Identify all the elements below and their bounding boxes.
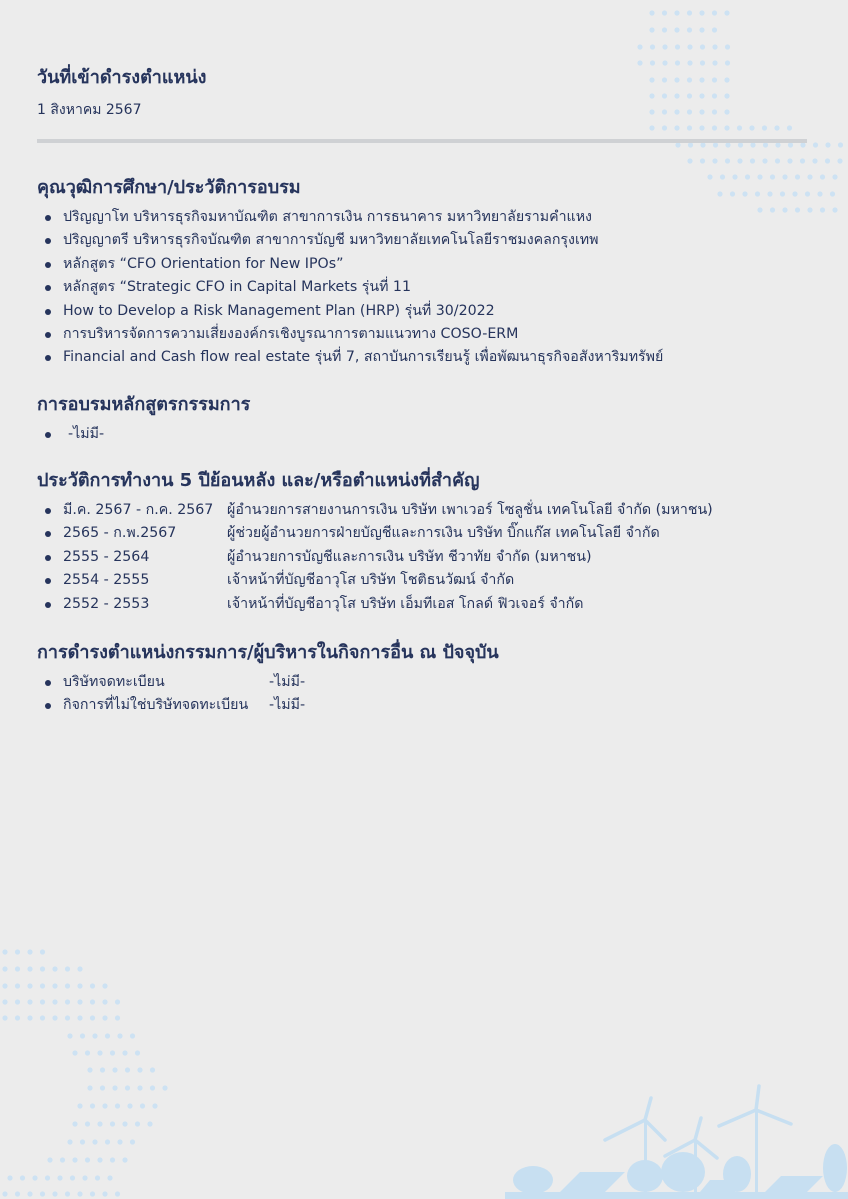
decor-dot bbox=[92, 1033, 97, 1038]
decor-dot bbox=[27, 999, 32, 1004]
work-history-heading: ประวัติการทำงาน 5 ปีย้อนหลัง และ/หรือตำแหน่งที่สำคัญ bbox=[37, 470, 480, 491]
director-training-heading: การอบรมหลักสูตรกรรมการ bbox=[37, 394, 251, 415]
decor-dot bbox=[85, 1121, 90, 1126]
decor-dot bbox=[122, 1157, 127, 1162]
decor-dot bbox=[838, 142, 843, 147]
decor-dot bbox=[115, 999, 120, 1004]
decor-dot bbox=[102, 1191, 107, 1196]
appointment-section bbox=[37, 62, 817, 121]
table-row bbox=[37, 593, 817, 616]
education-list bbox=[37, 206, 817, 370]
decor-dot bbox=[87, 1085, 92, 1090]
decor-dot bbox=[105, 1033, 110, 1038]
decor-dot bbox=[637, 44, 642, 49]
decor-dot bbox=[688, 142, 693, 147]
decor-dot bbox=[65, 983, 70, 988]
decor-dot bbox=[649, 125, 654, 130]
work-period: 2552 - 2553 bbox=[63, 595, 150, 612]
decor-dot bbox=[150, 1067, 155, 1072]
decor-dot bbox=[112, 1067, 117, 1072]
decor-dot bbox=[140, 1103, 145, 1108]
entity-value: -ไม่มี- bbox=[269, 697, 306, 714]
decor-dot bbox=[15, 999, 20, 1004]
decor-dot bbox=[77, 999, 82, 1004]
decor-dot bbox=[90, 1191, 95, 1196]
decor-dot bbox=[52, 1015, 57, 1020]
decor-dot bbox=[2, 949, 7, 954]
decor-dot bbox=[87, 1067, 92, 1072]
other-positions-list bbox=[37, 671, 817, 718]
decor-dot bbox=[650, 44, 655, 49]
decor-dot bbox=[2, 983, 7, 988]
decor-dot bbox=[724, 10, 729, 15]
decor-dot bbox=[2, 1015, 7, 1020]
decor-dot bbox=[687, 10, 692, 15]
decor-dot bbox=[122, 1050, 127, 1055]
decor-dot bbox=[2, 999, 7, 1004]
decor-dot bbox=[152, 1103, 157, 1108]
table-row bbox=[37, 499, 817, 522]
work-period: 2565 - ก.พ.2567 bbox=[63, 525, 177, 542]
decor-dot bbox=[762, 125, 767, 130]
decor-dot bbox=[712, 158, 717, 163]
decor-dot bbox=[724, 125, 729, 130]
decor-dot bbox=[15, 966, 20, 971]
decor-dot bbox=[97, 1157, 102, 1162]
decor-dot bbox=[77, 1103, 82, 1108]
appointment-heading: วันที่เข้าดำรงตำแหน่ง bbox=[37, 67, 207, 88]
decor-dot bbox=[65, 999, 70, 1004]
decor-dot bbox=[40, 1191, 45, 1196]
decor-dot bbox=[830, 191, 835, 196]
decor-dot bbox=[105, 1139, 110, 1144]
list-item: การบริหารจัดการความเสี่ยงองค์กรเชิงบูรณาการตามแนวทาง COSO-ERM bbox=[37, 323, 817, 346]
decor-dot bbox=[687, 158, 692, 163]
decor-dot bbox=[72, 1121, 77, 1126]
decor-dot bbox=[775, 158, 780, 163]
decor-dot bbox=[47, 1157, 52, 1162]
decor-dot bbox=[97, 1121, 102, 1126]
decor-dot bbox=[700, 142, 705, 147]
decor-dot bbox=[65, 1015, 70, 1020]
table-row bbox=[37, 522, 817, 545]
decor-dot bbox=[15, 983, 20, 988]
wind-turbine-landscape-illustration bbox=[505, 1080, 848, 1199]
entity-type: กิจการที่ไม่ใช่บริษัทจดทะเบียน bbox=[63, 697, 249, 714]
decor-dot bbox=[85, 1157, 90, 1162]
work-period: 2554 - 2555 bbox=[63, 572, 150, 589]
decor-dot bbox=[82, 1175, 87, 1180]
decor-dot bbox=[687, 125, 692, 130]
decor-dot bbox=[77, 983, 82, 988]
decor-dot bbox=[32, 1175, 37, 1180]
decor-dot bbox=[92, 1139, 97, 1144]
decor-dot bbox=[65, 966, 70, 971]
decor-dot bbox=[675, 142, 680, 147]
director-training-section bbox=[37, 389, 817, 446]
other-positions-heading: การดำรงตำแหน่งกรรมการ/ผู้บริหารในกิจการอื่น ณ ปัจจุบัน bbox=[37, 642, 499, 663]
decor-dot bbox=[70, 1175, 75, 1180]
director-training-list bbox=[37, 423, 817, 446]
list-item: Financial and Cash flow real estate รุ่นที่ 7, สถาบันการเรียนรู้ เพื่อพัฒนาธุรกิจอสังหาริมทรัพย์ bbox=[37, 346, 817, 369]
decor-dot bbox=[97, 1050, 102, 1055]
decor-dot bbox=[102, 999, 107, 1004]
decor-dot bbox=[817, 191, 822, 196]
decor-dot bbox=[57, 1175, 62, 1180]
decor-dot bbox=[725, 142, 730, 147]
list-item: ปริญญาตรี บริหารธุรกิจบัณฑิต สาขาการบัญชี มหาวิทยาลัยเทคโนโลยีราชมงคลกรุงเทพ bbox=[37, 229, 817, 252]
decor-dot bbox=[102, 1015, 107, 1020]
decor-dot bbox=[812, 158, 817, 163]
decor-dot bbox=[763, 142, 768, 147]
decor-dot bbox=[800, 158, 805, 163]
decor-dot bbox=[662, 27, 667, 32]
decor-dot bbox=[787, 125, 792, 130]
education-heading: คุณวุฒิการศึกษา/ประวัติการอบรม bbox=[37, 177, 301, 198]
decor-dot bbox=[137, 1067, 142, 1072]
decor-dot bbox=[699, 125, 704, 130]
decor-dot bbox=[125, 1085, 130, 1090]
list-item: หลักสูตร “CFO Orientation for New IPOs” bbox=[37, 253, 817, 276]
decor-dot bbox=[52, 966, 57, 971]
decor-dot bbox=[787, 158, 792, 163]
decor-dot bbox=[762, 158, 767, 163]
decor-dot bbox=[813, 142, 818, 147]
decor-dot bbox=[130, 1139, 135, 1144]
decor-dot bbox=[712, 27, 717, 32]
decor-dot bbox=[674, 27, 679, 32]
decor-dot bbox=[700, 158, 705, 163]
decor-dot bbox=[737, 125, 742, 130]
decor-dot bbox=[674, 10, 679, 15]
decor-dot bbox=[725, 44, 730, 49]
decor-dot bbox=[72, 1050, 77, 1055]
decor-dot bbox=[27, 983, 32, 988]
decor-dot bbox=[115, 1015, 120, 1020]
decor-dot bbox=[40, 999, 45, 1004]
decor-dot bbox=[67, 1139, 72, 1144]
decor-dot bbox=[662, 125, 667, 130]
decor-dot bbox=[107, 1175, 112, 1180]
list-item: ปริญญาโท บริหารธุรกิจมหาบัณฑิต สาขาการเงิน การธนาคาร มหาวิทยาลัยรามคำแหง bbox=[37, 206, 817, 229]
decor-dot bbox=[774, 125, 779, 130]
decor-dot bbox=[2, 1191, 7, 1196]
decor-dot bbox=[820, 207, 825, 212]
decor-dot bbox=[649, 27, 654, 32]
dot-pattern-bottom-left bbox=[0, 940, 200, 1199]
work-history-list bbox=[37, 499, 817, 616]
decor-dot bbox=[95, 1175, 100, 1180]
decor-dot bbox=[112, 1085, 117, 1090]
decor-dot bbox=[117, 1033, 122, 1038]
decor-dot bbox=[820, 174, 825, 179]
decor-dot bbox=[15, 949, 20, 954]
decor-dot bbox=[52, 999, 57, 1004]
decor-dot bbox=[699, 27, 704, 32]
decor-dot bbox=[713, 142, 718, 147]
decor-dot bbox=[675, 44, 680, 49]
decor-dot bbox=[115, 1103, 120, 1108]
list-item: หลักสูตร “Strategic CFO in Capital Markets รุ่นที่ 11 bbox=[37, 276, 817, 299]
decor-dot bbox=[687, 44, 692, 49]
decor-dot bbox=[127, 1103, 132, 1108]
decor-dot bbox=[725, 158, 730, 163]
decor-dot bbox=[115, 1191, 120, 1196]
decor-dot bbox=[52, 983, 57, 988]
work-position: เจ้าหน้าที่บัญชีอาวุโส บริษัท โชติธนวัฒน์ จำกัด bbox=[227, 572, 515, 589]
decor-dot bbox=[90, 1015, 95, 1020]
decor-dot bbox=[67, 1033, 72, 1038]
decor-dot bbox=[110, 1121, 115, 1126]
decor-dot bbox=[150, 1085, 155, 1090]
decor-dot bbox=[80, 1033, 85, 1038]
list-item: How to Develop a Risk Management Plan (HRP) รุ่นที่ 30/2022 bbox=[37, 300, 817, 323]
decor-dot bbox=[135, 1121, 140, 1126]
appointment-date: 1 สิงหาคม 2567 bbox=[37, 102, 142, 118]
decor-dot bbox=[102, 1103, 107, 1108]
decor-dot bbox=[90, 1103, 95, 1108]
work-position: เจ้าหน้าที่บัญชีอาวุโส บริษัท เอ็มทีเอส โกลด์ ฟิวเจอร์ จำกัด bbox=[227, 595, 584, 612]
decor-dot bbox=[40, 983, 45, 988]
list-item: -ไม่มี- bbox=[37, 423, 817, 446]
decor-dot bbox=[662, 44, 667, 49]
work-period: มี.ค. 2567 - ก.ค. 2567 bbox=[63, 502, 214, 518]
table-row bbox=[37, 671, 817, 694]
decor-dot bbox=[832, 207, 837, 212]
decor-dot bbox=[40, 966, 45, 971]
decor-dot bbox=[110, 1157, 115, 1162]
decor-dot bbox=[90, 983, 95, 988]
decor-dot bbox=[712, 10, 717, 15]
decor-dot bbox=[662, 10, 667, 15]
decor-dot bbox=[649, 10, 654, 15]
decor-dot bbox=[27, 1191, 32, 1196]
decor-dot bbox=[7, 1175, 12, 1180]
decor-dot bbox=[85, 1050, 90, 1055]
decor-dot bbox=[130, 1033, 135, 1038]
decor-dot bbox=[100, 1085, 105, 1090]
decor-dot bbox=[72, 1157, 77, 1162]
decor-dot bbox=[77, 1191, 82, 1196]
decor-dot bbox=[832, 174, 837, 179]
decor-dot bbox=[102, 983, 107, 988]
decor-dot bbox=[100, 1067, 105, 1072]
decor-dot bbox=[788, 142, 793, 147]
decor-dot bbox=[90, 999, 95, 1004]
table-row bbox=[37, 546, 817, 569]
decor-dot bbox=[135, 1050, 140, 1055]
decor-dot bbox=[45, 1175, 50, 1180]
decor-dot bbox=[837, 158, 842, 163]
decor-dot bbox=[122, 1121, 127, 1126]
table-row bbox=[37, 569, 817, 592]
decor-dot bbox=[40, 949, 45, 954]
decor-dot bbox=[15, 1191, 20, 1196]
decor-dot bbox=[147, 1121, 152, 1126]
decor-dot bbox=[712, 125, 717, 130]
decor-dot bbox=[52, 1191, 57, 1196]
decor-dot bbox=[712, 44, 717, 49]
decor-dot bbox=[77, 966, 82, 971]
decor-dot bbox=[162, 1085, 167, 1090]
decor-dot bbox=[15, 1015, 20, 1020]
work-position: ผู้ช่วยผู้อำนวยการฝ่ายบัญชีและการเงิน บริษัท บิ๊กแก๊ส เทคโนโลยี จำกัด bbox=[227, 525, 660, 542]
decor-dot bbox=[110, 1050, 115, 1055]
decor-dot bbox=[65, 1191, 70, 1196]
decor-dot bbox=[825, 158, 830, 163]
decor-dot bbox=[699, 10, 704, 15]
decor-dot bbox=[20, 1175, 25, 1180]
decor-dot bbox=[775, 142, 780, 147]
decor-dot bbox=[738, 142, 743, 147]
decor-dot bbox=[137, 1085, 142, 1090]
entity-type: บริษัทจดทะเบียน bbox=[63, 674, 165, 690]
decor-dot bbox=[80, 1139, 85, 1144]
decor-dot bbox=[77, 1015, 82, 1020]
entity-value: -ไม่มี- bbox=[269, 674, 306, 690]
decor-dot bbox=[800, 142, 805, 147]
education-section bbox=[37, 172, 817, 370]
decor-dot bbox=[27, 966, 32, 971]
work-position: ผู้อำนวยการบัญชีและการเงิน บริษัท ชีวาทัย จำกัด (มหาชน) bbox=[227, 548, 592, 565]
decor-dot bbox=[700, 44, 705, 49]
table-row bbox=[37, 694, 817, 717]
work-period: 2555 - 2564 bbox=[63, 548, 150, 565]
decor-dot bbox=[750, 158, 755, 163]
decor-dot bbox=[40, 1015, 45, 1020]
decor-dot bbox=[750, 142, 755, 147]
section-divider bbox=[37, 139, 807, 143]
decor-dot bbox=[2, 966, 7, 971]
decor-dot bbox=[749, 125, 754, 130]
decor-dot bbox=[737, 158, 742, 163]
decor-dot bbox=[27, 949, 32, 954]
decor-dot bbox=[27, 1015, 32, 1020]
decor-dot bbox=[674, 125, 679, 130]
work-history-section bbox=[37, 465, 817, 616]
decor-dot bbox=[60, 1157, 65, 1162]
decor-dot bbox=[825, 142, 830, 147]
work-position: ผู้อำนวยการสายงานการเงิน บริษัท เพาเวอร์ โซลูชั่น เทคโนโลยี จำกัด (มหาชน) bbox=[227, 502, 713, 518]
other-positions-section bbox=[37, 637, 817, 718]
decor-dot bbox=[125, 1067, 130, 1072]
decor-dot bbox=[117, 1139, 122, 1144]
decor-dot bbox=[687, 27, 692, 32]
